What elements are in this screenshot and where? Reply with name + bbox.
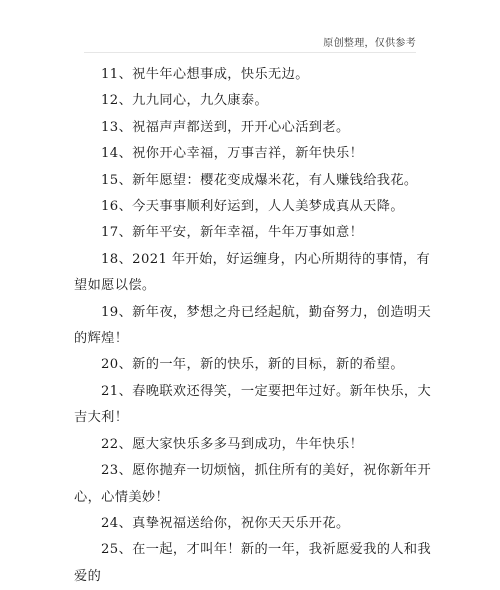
list-item: 14、祝你开心幸福，万事吉祥，新年快乐！: [101, 146, 364, 162]
list-item: 21、春晚联欢还得笑，一定要把年过好。新年快乐，大吉大利！: [74, 383, 432, 426]
list-item: 25、在一起，才叫年！新的一年，我祈愿爱我的人和我爱的: [74, 542, 432, 584]
list-item: 18、2021 年开始，好运缠身，内心所期待的事情，有望如愿以偿。: [74, 251, 431, 294]
list-item: 20、新的一年，新的快乐，新的目标，新的希望。: [101, 357, 404, 373]
list-item: 17、新年平安，新年幸福，牛年万事如意！: [101, 225, 364, 241]
list-item: 13、祝福声声都送到，开开心心活到老。: [101, 119, 350, 135]
list-item: 11、祝牛年心想事成，快乐无边。: [101, 67, 309, 82]
list-item: 16、今天事事顺利好运到，人人美梦成真从天降。: [101, 199, 404, 215]
header-note: 原创整理，仅供参考: [323, 38, 416, 49]
list-item: 22、愿大家快乐多多马到成功，牛年快乐！: [101, 436, 364, 452]
list-item: 12、九九同心，九久康泰。: [101, 93, 269, 109]
list-item: 15、新年愿望：樱花变成爆米花，有人赚钱给我花。: [101, 172, 418, 188]
list-item: 24、真挚祝福送给你，祝你天天乐开花。: [101, 515, 350, 531]
greeting-list: [74, 62, 434, 590]
header-divider: [84, 52, 416, 53]
list-item: 23、愿你抛弃一切烦恼，抓住所有的美好，祝你新年开心，心情美妙！: [74, 463, 432, 505]
list-item: 19、新年夜，梦想之舟已经起航，勤奋努力，创造明天的辉煌！: [74, 304, 432, 347]
